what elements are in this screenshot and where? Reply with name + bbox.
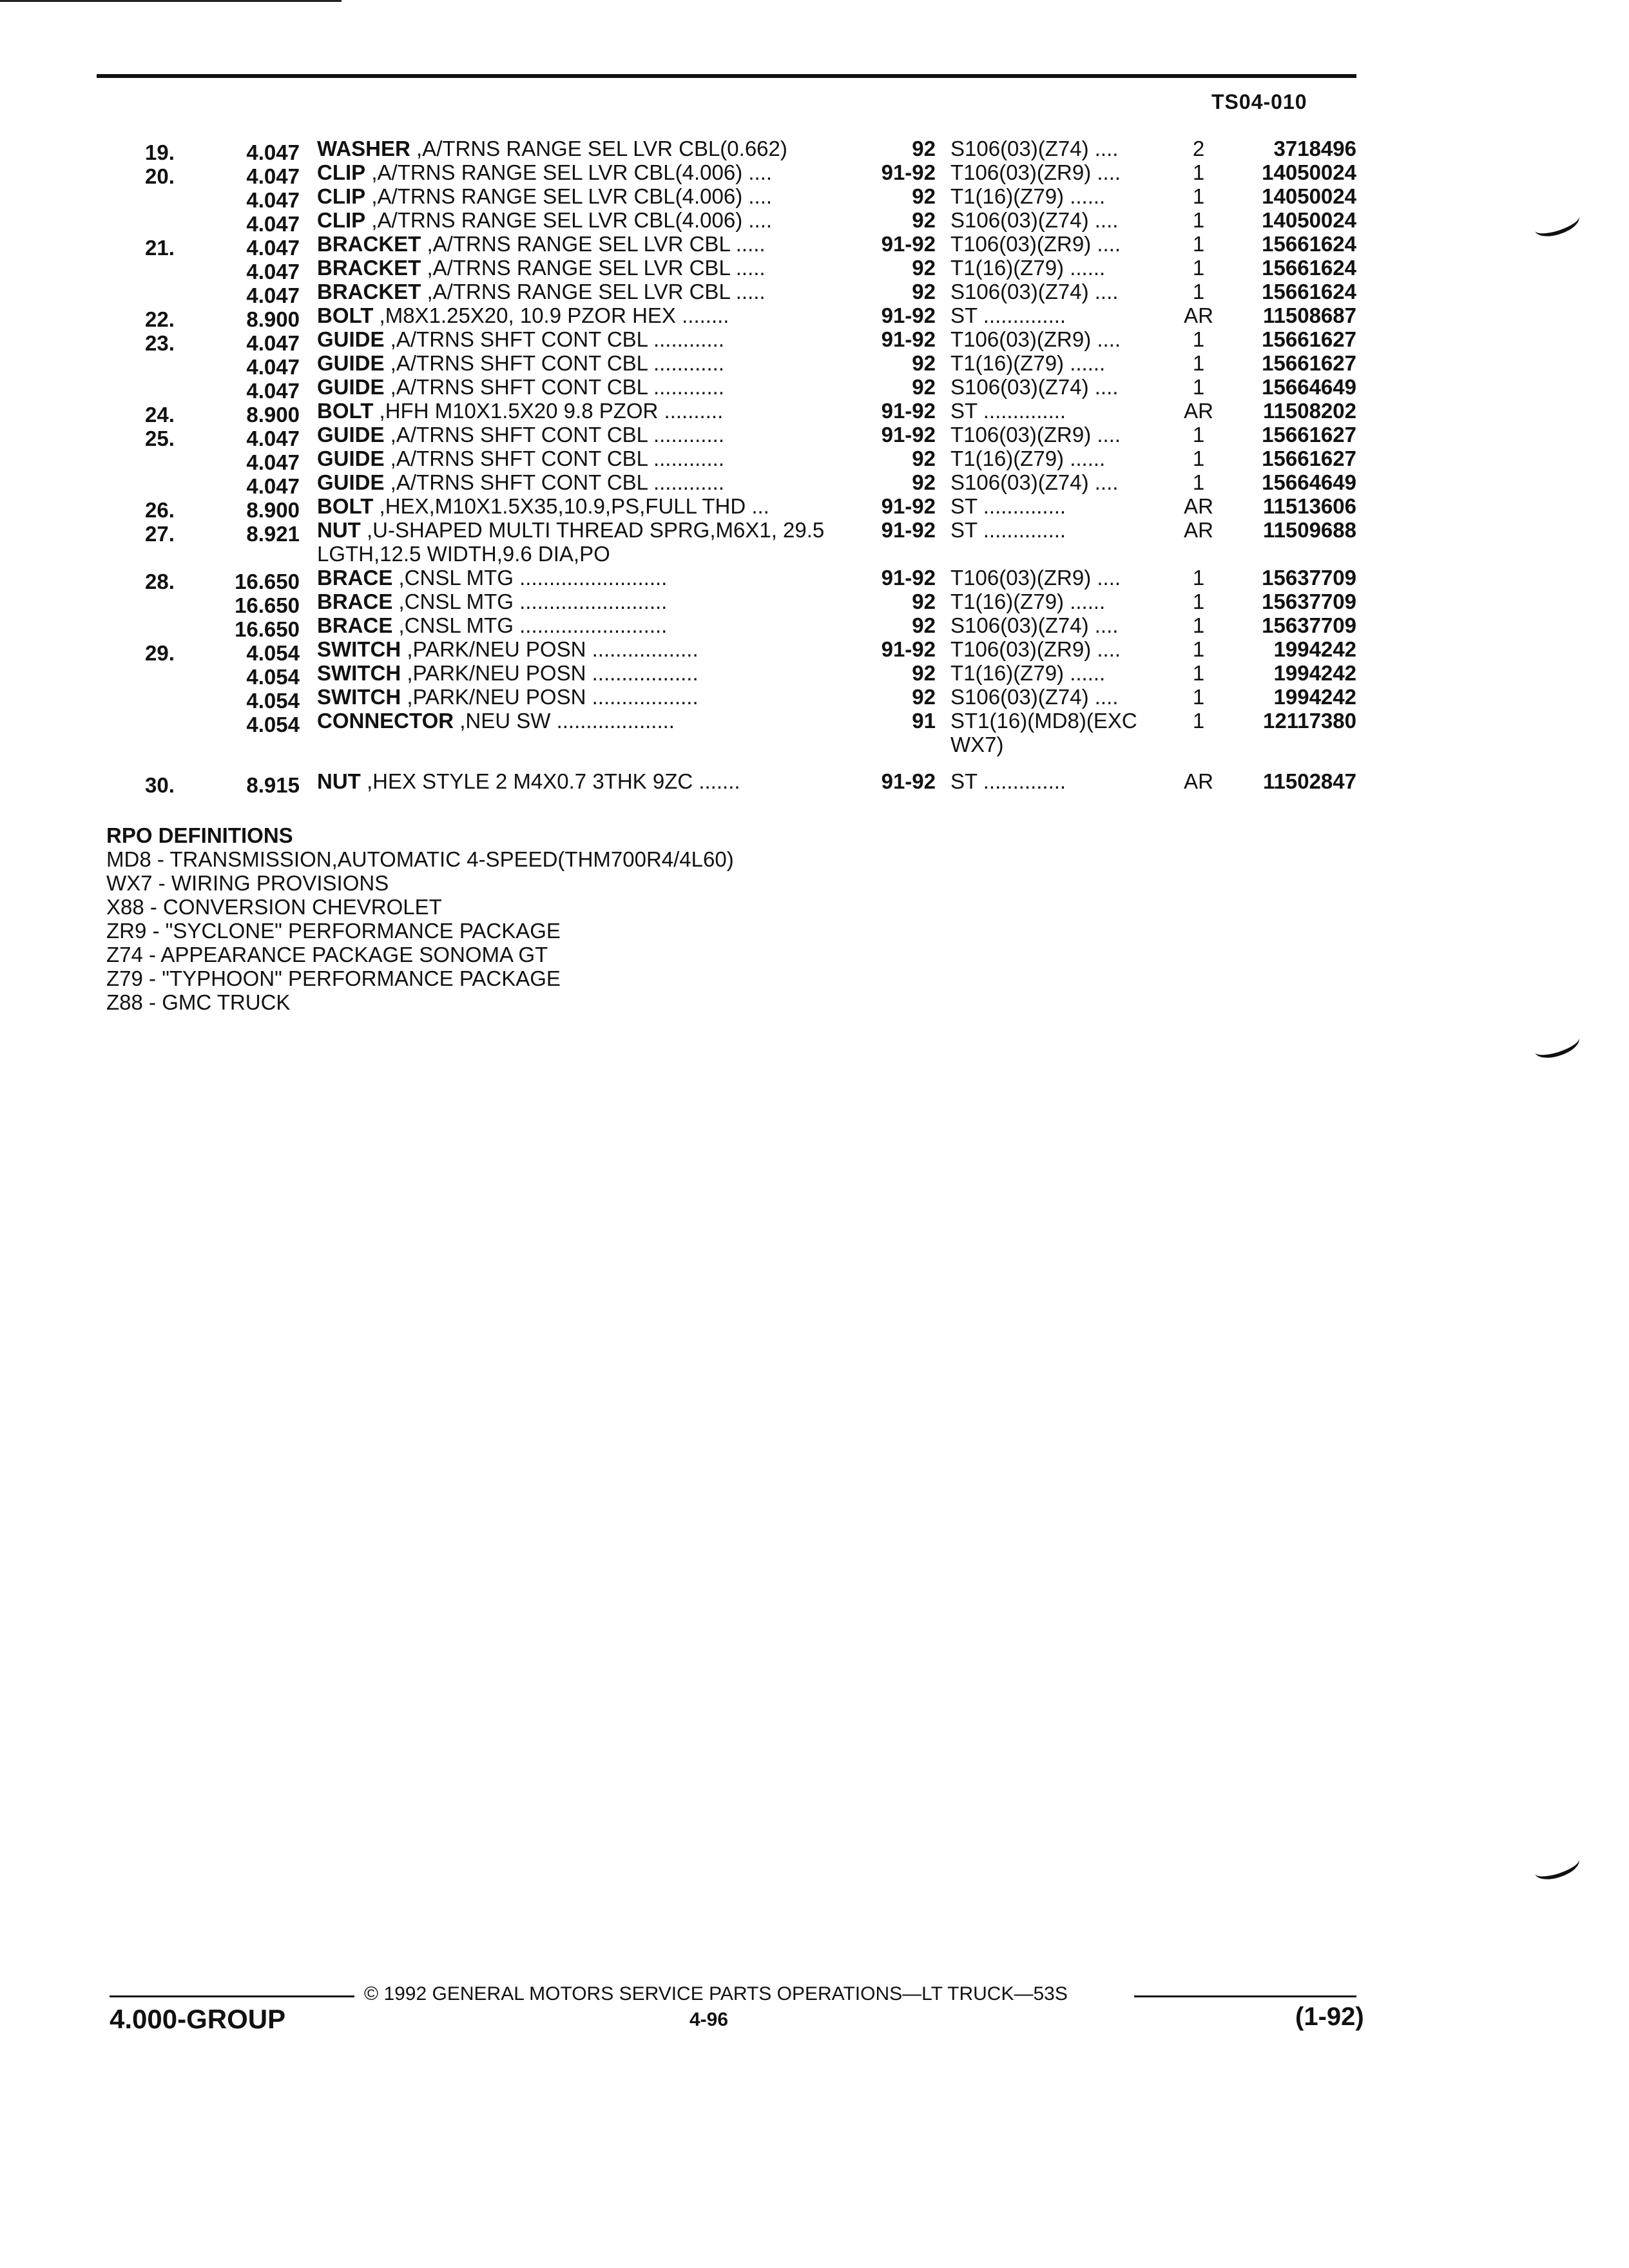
part-name: NUT bbox=[317, 769, 361, 793]
part-number: 11508687 bbox=[1262, 303, 1356, 327]
quantity: 1 bbox=[1192, 613, 1205, 637]
quantity: AR bbox=[1184, 399, 1213, 423]
model-years: 91-92 bbox=[881, 494, 936, 518]
table-row bbox=[0, 637, 1629, 665]
table-row bbox=[0, 208, 1629, 236]
part-detail: ,A/TRNS SHFT CONT CBL ............ bbox=[384, 447, 724, 470]
part-detail: ,A/TRNS RANGE SEL LVR CBL(4.006) .... bbox=[365, 208, 773, 232]
model-years: 92 bbox=[912, 137, 936, 160]
part-name: GUIDE bbox=[317, 447, 385, 470]
quantity: 2 bbox=[1192, 137, 1205, 160]
group-number: 4.047 bbox=[246, 474, 300, 498]
group-number: 4.047 bbox=[246, 236, 300, 260]
part-description bbox=[317, 327, 852, 351]
group-number: 4.054 bbox=[246, 641, 300, 665]
ref-number: 27. bbox=[145, 522, 175, 546]
ref-number: 21. bbox=[145, 236, 175, 260]
model-years: 92 bbox=[912, 470, 936, 494]
quantity: 1 bbox=[1192, 375, 1205, 399]
part-detail: ,A/TRNS SHFT CONT CBL ............ bbox=[384, 351, 724, 375]
application: S106(03)(Z74) .... bbox=[950, 280, 1119, 303]
application: S106(03)(Z74) .... bbox=[950, 613, 1119, 637]
part-name: SWITCH bbox=[317, 661, 401, 685]
rpo-item: X88 - CONVERSION CHEVROLET bbox=[106, 895, 442, 919]
footer-rule-right bbox=[1134, 1995, 1356, 1997]
quantity: 1 bbox=[1192, 590, 1205, 613]
rpo-item: Z79 - "TYPHOON" PERFORMANCE PACKAGE bbox=[106, 966, 561, 990]
part-description bbox=[317, 303, 852, 327]
application: T106(03)(ZR9) .... bbox=[950, 637, 1121, 661]
model-years: 92 bbox=[912, 685, 936, 709]
model-years: 92 bbox=[912, 375, 936, 399]
part-number: 11502847 bbox=[1262, 769, 1356, 793]
quantity: 1 bbox=[1192, 280, 1205, 303]
quantity: AR bbox=[1184, 494, 1213, 518]
group-number: 4.054 bbox=[246, 713, 300, 736]
part-name: GUIDE bbox=[317, 327, 385, 351]
rpo-item: MD8 - TRANSMISSION,AUTOMATIC 4-SPEED(THM700R4/4L60) bbox=[106, 847, 734, 871]
part-detail: ,CNSL MTG ......................... bbox=[392, 566, 668, 590]
part-detail: ,A/TRNS SHFT CONT CBL ............ bbox=[384, 423, 724, 447]
group-number: 16.650 bbox=[235, 593, 300, 617]
application: T106(03)(ZR9) .... bbox=[950, 327, 1121, 351]
rpo-item: Z88 - GMC TRUCK bbox=[106, 990, 291, 1014]
application: T106(03)(ZR9) .... bbox=[950, 423, 1121, 447]
model-years: 91-92 bbox=[881, 327, 936, 351]
part-detail: ,A/TRNS RANGE SEL LVR CBL ..... bbox=[421, 232, 766, 256]
table-row bbox=[0, 399, 1629, 427]
part-number: 1994242 bbox=[1273, 637, 1356, 661]
part-name: BRACE bbox=[317, 566, 393, 590]
part-detail: ,U-SHAPED MULTI THREAD SPRG,M6X1, 29.5 LGTH,12.5 WIDTH,9.6 DIA,PO bbox=[317, 518, 825, 566]
part-name: BRACKET bbox=[317, 256, 421, 280]
application: ST .............. bbox=[950, 399, 1066, 423]
part-number: 1994242 bbox=[1273, 661, 1356, 685]
table-row bbox=[0, 769, 1629, 797]
part-detail: ,A/TRNS RANGE SEL LVR CBL(4.006) .... bbox=[365, 160, 773, 184]
model-years: 91-92 bbox=[881, 423, 936, 447]
part-detail: ,HEX,M10X1.5X35,10.9,PS,FULL THD ... bbox=[373, 494, 769, 518]
part-detail: ,CNSL MTG ......................... bbox=[392, 590, 668, 613]
parts-table bbox=[0, 137, 1629, 797]
application: S106(03)(Z74) .... bbox=[950, 137, 1119, 160]
ref-number: 19. bbox=[145, 140, 175, 164]
group-number: 4.054 bbox=[246, 665, 300, 689]
part-description bbox=[317, 256, 852, 280]
part-name: BOLT bbox=[317, 494, 374, 518]
part-name: WASHER bbox=[317, 137, 410, 160]
model-years: 91-92 bbox=[881, 566, 936, 590]
part-description bbox=[317, 637, 852, 661]
model-years: 92 bbox=[912, 351, 936, 375]
quantity: 1 bbox=[1192, 160, 1205, 184]
part-description bbox=[317, 566, 852, 590]
part-name: CLIP bbox=[317, 160, 366, 184]
part-number: 15661624 bbox=[1262, 256, 1356, 280]
quantity: 1 bbox=[1192, 447, 1205, 470]
part-detail: ,A/TRNS SHFT CONT CBL ............ bbox=[384, 327, 724, 351]
model-years: 91-92 bbox=[881, 769, 936, 793]
quantity: AR bbox=[1184, 769, 1213, 793]
part-number: 15664649 bbox=[1262, 470, 1356, 494]
footer-group: 4.000-GROUP bbox=[110, 2004, 286, 2034]
application: T1(16)(Z79) ...... bbox=[950, 184, 1106, 208]
model-years: 91-92 bbox=[881, 637, 936, 661]
part-description bbox=[317, 769, 852, 793]
part-number: 11508202 bbox=[1262, 399, 1356, 423]
model-years: 91 bbox=[912, 709, 936, 733]
group-number: 4.047 bbox=[246, 212, 300, 236]
quantity: 1 bbox=[1192, 709, 1205, 733]
table-row bbox=[0, 685, 1629, 713]
footer-rule-left bbox=[110, 1995, 354, 1997]
group-number: 4.047 bbox=[246, 379, 300, 403]
quantity: 1 bbox=[1192, 327, 1205, 351]
application: T1(16)(Z79) ...... bbox=[950, 590, 1106, 613]
application: T1(16)(Z79) ...... bbox=[950, 661, 1106, 685]
part-number: 1994242 bbox=[1273, 685, 1356, 709]
table-row bbox=[0, 566, 1629, 593]
part-name: GUIDE bbox=[317, 375, 385, 399]
rpo-item: WX7 - WIRING PROVISIONS bbox=[106, 871, 389, 895]
model-years: 91-92 bbox=[881, 232, 936, 256]
model-years: 92 bbox=[912, 184, 936, 208]
quantity: 1 bbox=[1192, 566, 1205, 590]
quantity: 1 bbox=[1192, 351, 1205, 375]
table-row bbox=[0, 470, 1629, 498]
table-row bbox=[0, 518, 1629, 566]
part-number: 14050024 bbox=[1262, 208, 1356, 232]
part-name: BOLT bbox=[317, 303, 374, 327]
group-number: 4.047 bbox=[246, 355, 300, 379]
part-number: 3718496 bbox=[1273, 137, 1356, 160]
group-number: 4.047 bbox=[246, 284, 300, 307]
part-detail: ,A/TRNS SHFT CONT CBL ............ bbox=[384, 470, 724, 494]
part-detail: ,A/TRNS RANGE SEL LVR CBL ..... bbox=[421, 280, 766, 303]
part-detail: ,A/TRNS RANGE SEL LVR CBL(4.006) .... bbox=[365, 184, 773, 208]
application: T106(03)(ZR9) .... bbox=[950, 160, 1121, 184]
table-row bbox=[0, 494, 1629, 522]
model-years: 92 bbox=[912, 256, 936, 280]
part-description bbox=[317, 423, 852, 447]
rpo-item: ZR9 - "SYCLONE" PERFORMANCE PACKAGE bbox=[106, 919, 561, 943]
quantity: 1 bbox=[1192, 208, 1205, 232]
model-years: 91-92 bbox=[881, 303, 936, 327]
part-description bbox=[317, 351, 852, 375]
table-row bbox=[0, 447, 1629, 474]
part-number: 15661624 bbox=[1262, 232, 1356, 256]
table-row bbox=[0, 256, 1629, 284]
doc-id: TS04-010 bbox=[1211, 90, 1307, 113]
part-number: 15661624 bbox=[1262, 280, 1356, 303]
part-name: BRACKET bbox=[317, 232, 421, 256]
application: T106(03)(ZR9) .... bbox=[950, 566, 1121, 590]
table-row bbox=[0, 137, 1629, 164]
quantity: 1 bbox=[1192, 661, 1205, 685]
table-row bbox=[0, 351, 1629, 379]
row-spacer bbox=[0, 756, 1629, 769]
header-rule bbox=[97, 74, 1356, 78]
part-name: GUIDE bbox=[317, 351, 385, 375]
model-years: 91-92 bbox=[881, 160, 936, 184]
part-number: 11513606 bbox=[1262, 494, 1356, 518]
quantity: AR bbox=[1184, 303, 1213, 327]
group-number: 4.047 bbox=[246, 260, 300, 284]
group-number: 16.650 bbox=[235, 617, 300, 641]
application: S106(03)(Z74) .... bbox=[950, 208, 1119, 232]
table-row bbox=[0, 709, 1629, 756]
part-name: NUT bbox=[317, 518, 361, 542]
group-number: 8.900 bbox=[246, 498, 300, 522]
part-name: SWITCH bbox=[317, 637, 401, 661]
footer-copyright: © 1992 GENERAL MOTORS SERVICE PARTS OPERATIONS—LT TRUCK—53S bbox=[364, 1983, 1068, 2004]
part-description bbox=[317, 494, 852, 518]
ref-number: 24. bbox=[145, 403, 175, 427]
table-row bbox=[0, 661, 1629, 689]
application: S106(03)(Z74) .... bbox=[950, 470, 1119, 494]
part-number: 14050024 bbox=[1262, 160, 1356, 184]
part-description bbox=[317, 661, 852, 685]
part-number: 14050024 bbox=[1262, 184, 1356, 208]
table-row bbox=[0, 232, 1629, 260]
quantity: 1 bbox=[1192, 232, 1205, 256]
group-number: 8.900 bbox=[246, 403, 300, 427]
part-detail: ,A/TRNS RANGE SEL LVR CBL(0.662) bbox=[410, 137, 787, 160]
part-name: BRACE bbox=[317, 613, 393, 637]
application: T1(16)(Z79) ...... bbox=[950, 447, 1106, 470]
part-name: CLIP bbox=[317, 184, 366, 208]
part-detail: ,CNSL MTG ......................... bbox=[392, 613, 668, 637]
quantity: 1 bbox=[1192, 184, 1205, 208]
group-number: 4.047 bbox=[246, 450, 300, 474]
quantity: 1 bbox=[1192, 470, 1205, 494]
ref-number: 22. bbox=[145, 307, 175, 331]
model-years: 92 bbox=[912, 208, 936, 232]
part-number: 15664649 bbox=[1262, 375, 1356, 399]
part-description bbox=[317, 518, 852, 566]
application: ST .............. bbox=[950, 769, 1066, 793]
part-name: GUIDE bbox=[317, 423, 385, 447]
part-description bbox=[317, 709, 852, 733]
ref-number: 28. bbox=[145, 570, 175, 593]
footer-date: (1-92) bbox=[1295, 2003, 1364, 2031]
part-name: CONNECTOR bbox=[317, 709, 454, 733]
part-number: 15637709 bbox=[1262, 613, 1356, 637]
part-name: GUIDE bbox=[317, 470, 385, 494]
part-number: 15661627 bbox=[1262, 447, 1356, 470]
application: ST .............. bbox=[950, 303, 1066, 327]
rpo-definitions bbox=[106, 823, 734, 1014]
part-description bbox=[317, 375, 852, 399]
application: T1(16)(Z79) ...... bbox=[950, 351, 1106, 375]
application: T106(03)(ZR9) .... bbox=[950, 232, 1121, 256]
part-detail: ,M8X1.25X20, 10.9 PZOR HEX ........ bbox=[373, 303, 729, 327]
part-name: BRACKET bbox=[317, 280, 421, 303]
group-number: 4.047 bbox=[246, 140, 300, 164]
ref-number: 26. bbox=[145, 498, 175, 522]
group-number: 8.921 bbox=[246, 522, 300, 546]
part-name: BOLT bbox=[317, 399, 374, 423]
table-row bbox=[0, 423, 1629, 450]
ref-number: 29. bbox=[145, 641, 175, 665]
page-number: 4-96 bbox=[689, 2009, 729, 2030]
application: S106(03)(Z74) .... bbox=[950, 685, 1119, 709]
part-number: 12117380 bbox=[1262, 709, 1356, 733]
part-description bbox=[317, 613, 852, 637]
part-detail: ,HEX STYLE 2 M4X0.7 3THK 9ZC ....... bbox=[360, 769, 740, 793]
part-number: 15661627 bbox=[1262, 423, 1356, 447]
ref-number: 25. bbox=[145, 427, 175, 450]
part-name: BRACE bbox=[317, 590, 393, 613]
quantity: 1 bbox=[1192, 423, 1205, 447]
model-years: 92 bbox=[912, 613, 936, 637]
group-number: 8.915 bbox=[246, 773, 300, 797]
model-years: 91-92 bbox=[881, 518, 936, 542]
quantity: 1 bbox=[1192, 685, 1205, 709]
model-years: 91-92 bbox=[881, 399, 936, 423]
part-number: 15637709 bbox=[1262, 566, 1356, 590]
part-description bbox=[317, 208, 852, 232]
part-detail: ,NEU SW .................... bbox=[454, 709, 675, 733]
table-row bbox=[0, 303, 1629, 331]
table-row bbox=[0, 184, 1629, 212]
table-row bbox=[0, 613, 1629, 641]
table-row bbox=[0, 375, 1629, 403]
quantity: 1 bbox=[1192, 256, 1205, 280]
group-number: 4.047 bbox=[246, 331, 300, 355]
punch-hole-mark bbox=[1532, 1849, 1583, 1885]
ref-number: 23. bbox=[145, 331, 175, 355]
rpo-item: Z74 - APPEARANCE PACKAGE SONOMA GT bbox=[106, 943, 548, 966]
part-detail: ,PARK/NEU POSN .................. bbox=[401, 685, 699, 709]
part-detail: ,HFH M10X1.5X20 9.8 PZOR .......... bbox=[373, 399, 724, 423]
group-number: 16.650 bbox=[235, 570, 300, 593]
ref-number: 30. bbox=[145, 773, 175, 797]
part-detail: ,PARK/NEU POSN .................. bbox=[401, 661, 699, 685]
group-number: 4.047 bbox=[246, 188, 300, 212]
table-row bbox=[0, 590, 1629, 617]
part-detail: ,PARK/NEU POSN .................. bbox=[401, 637, 699, 661]
application: S106(03)(Z74) .... bbox=[950, 375, 1119, 399]
table-row bbox=[0, 280, 1629, 307]
table-row bbox=[0, 327, 1629, 355]
application: T1(16)(Z79) ...... bbox=[950, 256, 1106, 280]
part-description bbox=[317, 399, 852, 423]
part-description bbox=[317, 685, 852, 709]
part-name: SWITCH bbox=[317, 685, 401, 709]
model-years: 92 bbox=[912, 661, 936, 685]
part-description bbox=[317, 184, 852, 208]
table-row bbox=[0, 160, 1629, 188]
part-description bbox=[317, 160, 852, 184]
top-edge-line bbox=[0, 0, 342, 2]
part-description bbox=[317, 447, 852, 470]
part-description bbox=[317, 470, 852, 494]
model-years: 92 bbox=[912, 280, 936, 303]
model-years: 92 bbox=[912, 590, 936, 613]
group-number: 4.054 bbox=[246, 689, 300, 713]
part-description bbox=[317, 590, 852, 613]
part-description bbox=[317, 232, 852, 256]
rpo-heading: RPO DEFINITIONS bbox=[106, 823, 293, 847]
application: ST .............. bbox=[950, 518, 1066, 542]
application: ST .............. bbox=[950, 494, 1066, 518]
part-number: 11509688 bbox=[1262, 518, 1356, 542]
part-name: CLIP bbox=[317, 208, 366, 232]
quantity: AR bbox=[1184, 518, 1213, 542]
application: ST1(16)(MD8)(EXC WX7) bbox=[950, 709, 1137, 756]
punch-hole-mark bbox=[1532, 1028, 1583, 1063]
ref-number: 20. bbox=[145, 164, 175, 188]
part-number: 15661627 bbox=[1262, 351, 1356, 375]
part-number: 15637709 bbox=[1262, 590, 1356, 613]
group-number: 4.047 bbox=[246, 427, 300, 450]
part-description bbox=[317, 137, 852, 160]
group-number: 8.900 bbox=[246, 307, 300, 331]
part-detail: ,A/TRNS SHFT CONT CBL ............ bbox=[384, 375, 724, 399]
part-detail: ,A/TRNS RANGE SEL LVR CBL ..... bbox=[421, 256, 766, 280]
model-years: 92 bbox=[912, 447, 936, 470]
group-number: 4.047 bbox=[246, 164, 300, 188]
part-number: 15661627 bbox=[1262, 327, 1356, 351]
quantity: 1 bbox=[1192, 637, 1205, 661]
part-description bbox=[317, 280, 852, 303]
